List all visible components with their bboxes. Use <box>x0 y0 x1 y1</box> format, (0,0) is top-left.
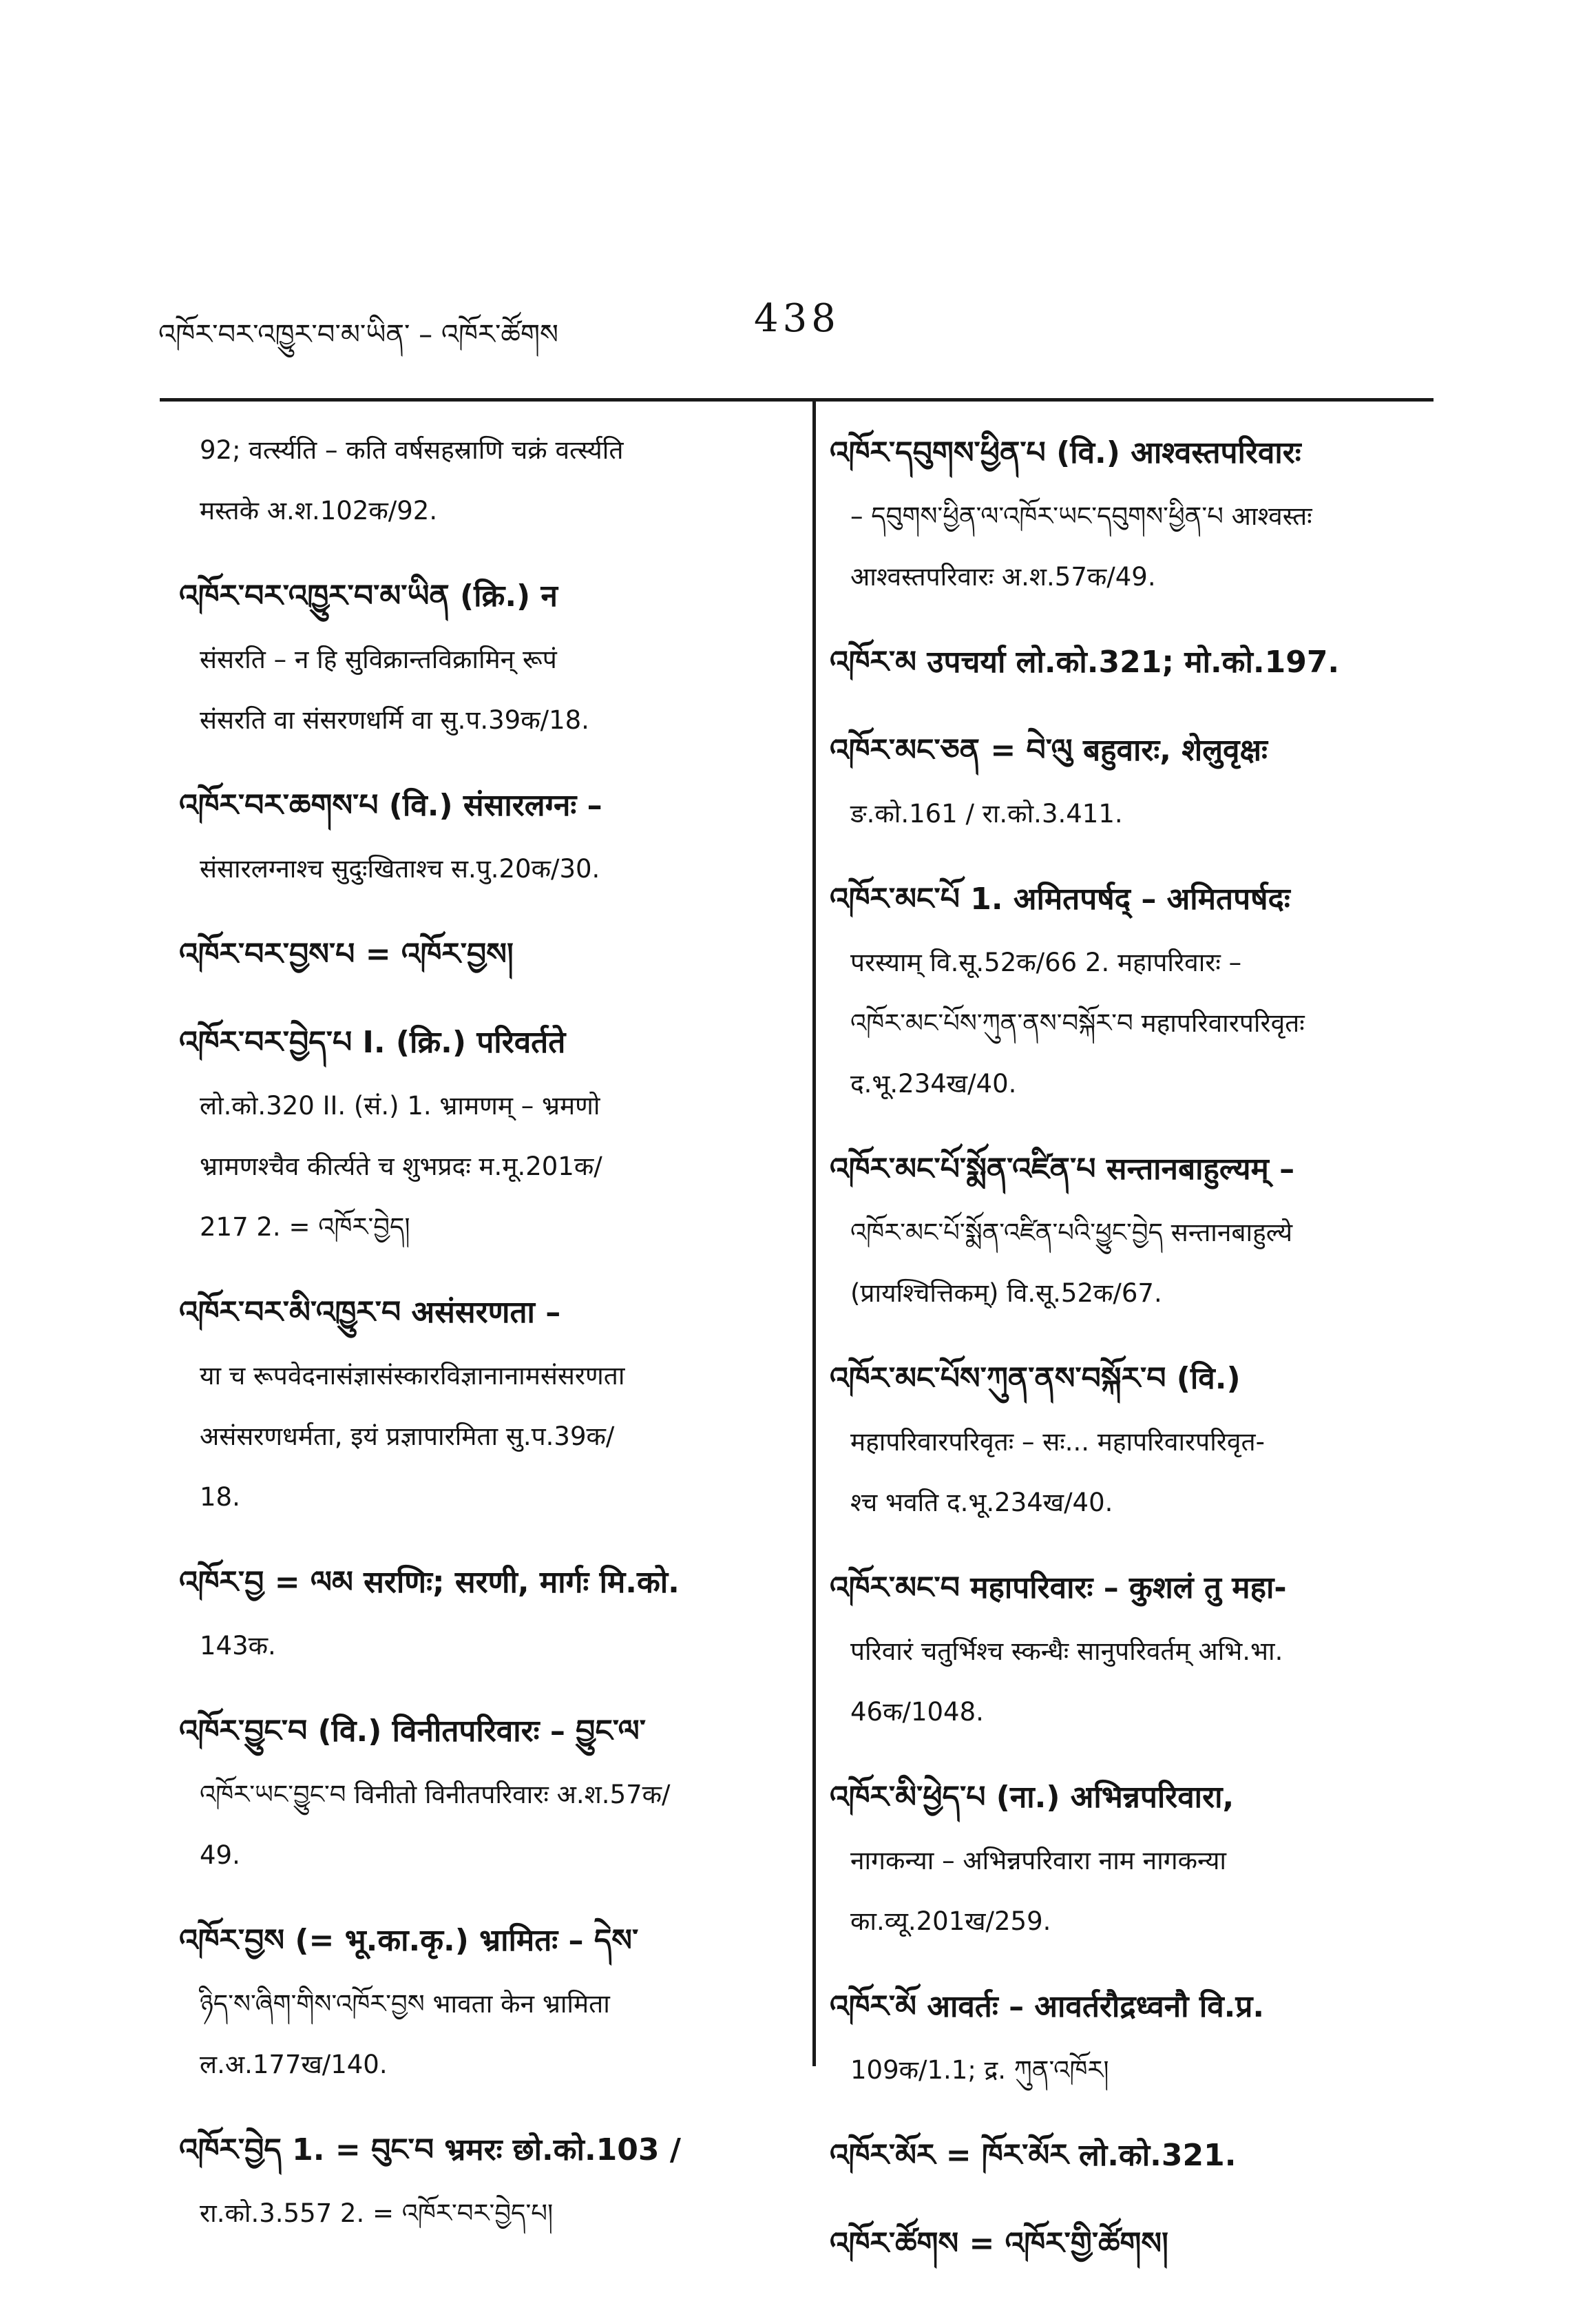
entry-line: 49. <box>200 1840 240 1870</box>
dictionary-entry <box>830 1346 1436 1533</box>
entry-line: नागकन्या – अभिन्नपरिवारा नाम नागकन्या <box>850 1846 1226 1875</box>
dictionary-entry <box>179 563 799 751</box>
entry-line: 92; वर्त्स्यति – कति वर्षसहस्राणि चक्रं वर्त्स्यति <box>200 435 624 465</box>
entry-line: मस्तके अ.श.102क/92. <box>200 496 438 526</box>
entry-line: संसारलग्नाश्च सुदुःखिताश्च स.पु.20क/30. <box>200 854 600 884</box>
entry-headword: འཁོར་བྱུང་བ (वि.) विनीतपरिवारः – བྱུང་ལ་ <box>179 1714 646 1749</box>
entry-line: असंसरणधर्मता, इयं प्रज्ञापारमिता सु.प.39क/ <box>200 1422 615 1451</box>
dictionary-entry <box>830 718 1436 844</box>
entry-line: संसरति वा संसरणधर्मि वा सु.प.39क/18. <box>200 705 589 735</box>
entry-line: (प्रायश्चित्तिकम्) वि.सू.52क/67. <box>850 1278 1162 1308</box>
entry-line: लो.को.320 II. (सं.) 1. भ्रामणम् – भ्रमणो <box>200 1091 600 1121</box>
entry-headword: འཁོར་མོ आवर्तः – आवर्तरौद्रध्वनौ वि.प्र. <box>830 1989 1265 2024</box>
entry-line: 46क/1048. <box>850 1697 984 1727</box>
entry-line: འཁོར་མང་པོས་ཀུན་ནས་བསྐོར་བ महापरिवारपरिवृतः <box>850 1008 1305 1038</box>
entry-line: – དབུགས་ཕྱིན་ལ་འཁོར་ཡང་དབུགས་ཕྱིན་པ आश्वस्तः <box>850 501 1312 531</box>
entry-line: आश्वस्तपरिवारः अ.श.57क/49. <box>850 562 1156 592</box>
dictionary-entry <box>830 1974 1436 2101</box>
dictionary-entry <box>179 2117 799 2244</box>
dictionary-entry <box>830 2123 1436 2189</box>
entry-line: श्च भवति द.भू.234ख/40. <box>850 1488 1113 1517</box>
entry-line: भ्रामणश्चैव कीर्त्यते च शुभप्रदः म.मू.201क/ <box>200 1152 602 1181</box>
entry-line: रा.को.3.557 2. = འཁོར་བར་བྱེད་པ། <box>200 2198 554 2228</box>
dictionary-entry <box>179 1550 799 1676</box>
entry-line: ल.अ.177ख/140. <box>200 2050 388 2079</box>
dictionary-entry <box>830 2211 1436 2277</box>
dictionary-entry <box>179 1698 799 1886</box>
dictionary-entry <box>830 630 1436 696</box>
dictionary-entry <box>830 1765 1436 1952</box>
entry-headword: འཁོར་མོར = ཁོར་མོར लो.को.321. <box>830 2138 1237 2173</box>
entry-headword: འཁོར་བྱེད 1. = བུང་བ भ्रमरः छो.को.103 / <box>179 2132 681 2167</box>
entry-line: का.व्यू.201ख/259. <box>850 1906 1051 1936</box>
entry-headword: འཁོར་མི་ཕྱེད་པ (ना.) अभिन्नपरिवारा, <box>830 1780 1235 1815</box>
dictionary-entry <box>179 1908 799 2095</box>
entry-line: འཁོར་ཡང་བྱུང་བ विनीतो विनीतपरिवारः अ.श.57क/ <box>200 1780 671 1809</box>
entry-line: 143क. <box>200 1631 276 1661</box>
dictionary-entry <box>830 866 1436 1114</box>
entry-headword: འཁོར་དབུགས་ཕྱིན་པ (वि.) आश्वस्तपरिवारः <box>830 435 1301 470</box>
top-rule <box>160 398 1434 402</box>
entry-line: महापरिवारपरिवृतः – सः... महापरिवारपरिवृत- <box>850 1427 1265 1457</box>
entry-headword: འཁོར་བར་ཆགས་པ (वि.) संसारलग्नः – <box>179 788 602 823</box>
dictionary-entry <box>179 420 799 541</box>
entry-line: 109क/1.1; द्र. ཀུན་འཁོར། <box>850 2055 1109 2085</box>
entry-headword: འཁོར་མང་ཅན = བེ་ལུ बहुवारः, शेलुवृक्षः <box>830 733 1268 768</box>
entry-headword: འཁོར་བྱ = ལམ सरणिः; सरणी, मार्गः मि.को. <box>179 1565 680 1600</box>
entry-line: या च रूपवेदनासंज्ञासंस्कारविज्ञानानामसंसरणता <box>200 1361 625 1391</box>
right-column <box>830 420 1436 2299</box>
dictionary-entry <box>830 1555 1436 1743</box>
dictionary-entry <box>179 1010 799 1258</box>
dictionary-entry <box>179 1280 799 1528</box>
dictionary-entry <box>830 1136 1436 1324</box>
entry-line: संसरति – न हि सुविक्रान्तविक्रामिन् रूपं <box>200 645 557 674</box>
column-divider <box>812 399 816 2066</box>
entry-headword: འཁོར་མང་པོ 1. अमितपर्षद् – अमितपर्षदः <box>830 882 1290 917</box>
entry-headword: འཁོར་མ उपचर्या लो.को.321; मो.को.197. <box>830 645 1340 680</box>
entry-line: परिवारं चतुर्भिश्च स्कन्धैः सानुपरिवर्तम् अभि.भा. <box>850 1636 1283 1666</box>
entry-line: 18. <box>200 1482 240 1512</box>
dictionary-entry <box>830 420 1436 607</box>
entry-line: ङ.को.161 / रा.को.3.411. <box>850 799 1123 829</box>
entry-headword: འཁོར་མང་པོ་སྨོན་འཛིན་པ सन्तानबाहुल्यम् – <box>830 1152 1295 1187</box>
entry-line: ཉིད་ས་ཞིག་གིས་འཁོར་བྱས भावता केन भ्रामिता <box>200 1989 610 2019</box>
entry-headword: འཁོར་མང་པོས་ཀུན་ནས་བསྐོར་བ (वि.) <box>830 1361 1241 1396</box>
entry-headword: འཁོར་བྱས (= भू.का.कृ.) भ्रामितः – དེས་ <box>179 1923 639 1958</box>
entry-headword: འཁོར་མང་བ महापरिवारः – कुशलं तु महा- <box>830 1570 1287 1605</box>
running-head: འཁོར་བར་འཁྱུར་བ་མ་ཡིན་ – འཁོར་ཚོགས <box>158 319 558 351</box>
entry-line: द.भू.234ख/40. <box>850 1069 1017 1099</box>
entry-headword: འཁོར་ཚོགས = འཁོར་གྱི་ཚོགས། <box>830 2226 1168 2261</box>
entry-line: འཁོར་མང་པོ་སྨོན་འཛིན་པའི་ཕྱུང་བྱེད सन्तानबाहुल्ये <box>850 1218 1293 1247</box>
page-number: 438 <box>754 296 840 341</box>
entry-headword: འཁོར་བར་བྱས་པ = འཁོར་བྱས། <box>179 937 514 972</box>
entry-headword: འཁོར་བར་འཁྱུར་བ་མ་ཡིན (क्रि.) न <box>179 579 558 614</box>
entry-headword: འཁོར་བར་མི་འཁྱུར་བ असंसरणता – <box>179 1295 561 1330</box>
dictionary-entry <box>179 773 799 899</box>
entry-line: परस्याम् वि.सू.52क/66 2. महापरिवारः – <box>850 948 1242 977</box>
entry-headword: འཁོར་བར་བྱེད་པ I. (क्रि.) परिवर्तते <box>179 1025 566 1060</box>
left-column <box>179 420 799 2266</box>
dictionary-entry <box>179 922 799 988</box>
entry-line: 217 2. = འཁོར་བྱེད། <box>200 1212 410 1242</box>
